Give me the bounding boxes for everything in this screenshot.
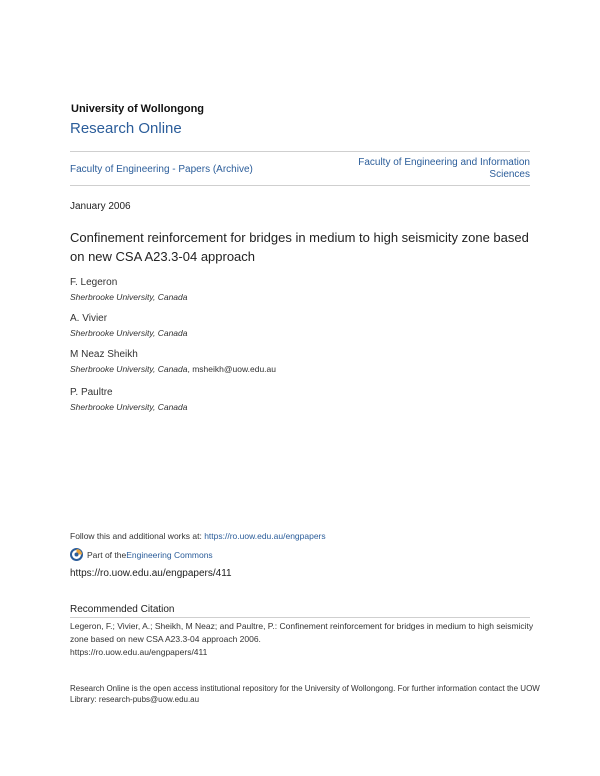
citation-block [70, 620, 540, 659]
part-of-line [70, 548, 213, 561]
divider-collections [70, 185, 530, 186]
university-name: University of Wollongong [71, 103, 205, 115]
collection-link-papers-archive[interactable]: Faculty of Engineering - Papers (Archive) [70, 164, 253, 175]
part-of-text: Part of the [87, 549, 127, 560]
research-online-link[interactable]: Research Online [70, 120, 182, 137]
author-name: F. Legeron [70, 277, 118, 288]
recommended-citation-heading: Recommended Citation [70, 604, 175, 615]
paper-url[interactable]: https://ro.uow.edu.au/engpapers/411 [70, 568, 232, 579]
author-affiliation: Sherbrooke University, Canada [70, 402, 188, 412]
author-name: A. Vivier [70, 313, 108, 324]
author-affiliation: Sherbrooke University, Canada [70, 328, 188, 338]
follow-text: Follow this and additional works at: [70, 531, 205, 541]
engpapers-link[interactable]: https://ro.uow.edu.au/engpapers [204, 531, 326, 541]
publication-date: January 2006 [70, 201, 131, 212]
divider-citation [70, 617, 530, 618]
citation-url[interactable]: https://ro.uow.edu.au/engpapers/411 [70, 647, 208, 657]
divider-top [70, 151, 530, 152]
author-affiliation: Sherbrooke University, Canada [70, 364, 188, 374]
follow-line [70, 531, 326, 541]
collection-link-eis[interactable]: Faculty of Engineering and Information Sciences [358, 157, 530, 180]
citation-text: Legeron, F.; Vivier, A.; Sheikh, M Neaz; and Paultre, P.: Confinement reinforcement for bridges in medium to high seismicity zone based on new CSA A23.3-04 approach 2006. [70, 621, 534, 644]
author-email[interactable]: , msheikh@uow.edu.au [187, 364, 276, 374]
author-name: M Neaz Sheikh [70, 349, 138, 360]
bepress-commons-icon [70, 548, 83, 561]
repository-footer: Research Online is the open access institutional repository for the University of Wollongong. For further information contact the UOW Library: research-pubs@uow.edu.au [70, 684, 540, 704]
author-name: P. Paultre [70, 387, 113, 398]
author-affiliation: Sherbrooke University, Canada [70, 292, 188, 302]
author-affiliation-with-email [70, 364, 276, 374]
paper-title: Confinement reinforcement for bridges in medium to high seismicity zone based on new CSA A23.3-04 approach [70, 230, 529, 264]
engineering-commons-link[interactable]: Engineering Commons [126, 549, 213, 560]
